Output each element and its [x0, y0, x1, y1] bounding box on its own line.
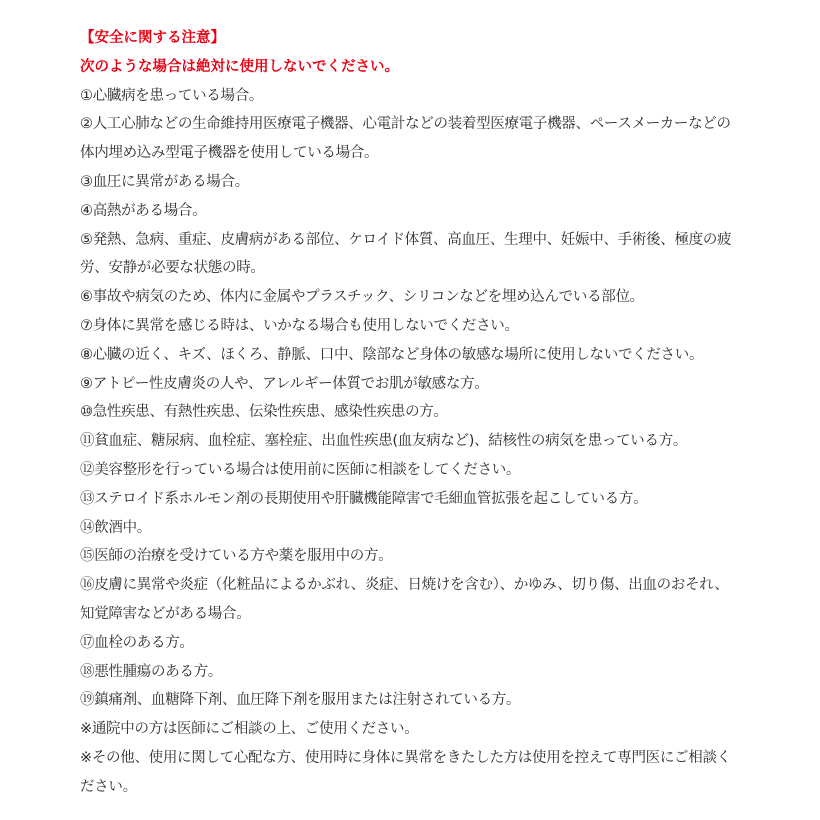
list-item: ⑩急性疾患、有熱性疾患、伝染性疾患、感染性疾患の方。 [80, 404, 448, 421]
list-item: ②人工心肺などの生命維持用医療電子機器、心電計などの装着型医療電子機器、ペースメーカーなどの体内埋め込み型電子機器を使用している場合。 [80, 116, 731, 162]
list-item: ⑥事故や病気のため、体内に金属やプラスチック、シリコンなどを埋め込んでいる部位。 [80, 289, 644, 306]
list-item: ⑰血栓のある方。 [80, 634, 194, 651]
note-item: ※その他、使用に関して心配な方、使用時に身体に異常をきたした方は使用を控えて専門医にご相談ください。 [80, 749, 731, 795]
list-item: ⑦身体に異常を感じる時は、いかなる場合も使用しないでください。 [80, 317, 519, 334]
list-item: ⑯皮膚に異常や炎症（化粧品によるかぶれ、炎症、日焼けを含む）、かゆみ、切り傷、出血のおそれ、知覚障害などがある場合。 [80, 577, 729, 622]
list-item: ⑤発熱、急病、重症、皮膚病がある部位、ケロイド体質、高血圧、生理中、妊娠中、手術後、極度の疲労、安静が必要な状態の時。 [80, 231, 732, 277]
warning-text: 次のような場合は絶対に使用しないでください。 [80, 58, 399, 75]
contraindication-list [80, 82, 740, 716]
list-item: ⑲鎮痛剤、血糖降下剤、血圧降下剤を服用または注射されている方。 [80, 692, 521, 709]
list-item: ⑫美容整形を行っている場合は使用前に医師に相談をしてください。 [80, 461, 521, 478]
notes-list [80, 715, 740, 801]
list-item: ⑮医師の治療を受けている方や薬を服用中の方。 [80, 548, 393, 565]
list-item: ④高熱がある場合。 [80, 202, 207, 219]
note-item: ※通院中の方は医師にご相談の上、ご使用ください。 [80, 721, 419, 738]
list-item: ⑪貧血症、糖尿病、血栓症、塞栓症、出血性疾患(血友病など)、結核性の病気を患っている方。 [80, 433, 688, 450]
list-item: ⑧心臓の近く、キズ、ほくろ、静脈、口中、陰部など身体の敏感な場所に使用しないでください。 [80, 346, 704, 363]
list-item: ⑬ステロイド系ホルモン剤の長期使用や肝臓機能障害で毛細血管拡張を起こしている方。 [80, 490, 648, 507]
list-item: ①心臓病を患っている場合。 [80, 87, 264, 104]
list-item: ③血圧に異常がある場合。 [80, 173, 249, 190]
safety-notice [80, 24, 740, 802]
list-item: ⑱悪性腫瘍のある方。 [80, 663, 222, 680]
list-item: ⑭飲酒中。 [80, 519, 151, 536]
list-item: ⑨アトピー性皮膚炎の人や、アレルギー体質でお肌が敏感な方。 [80, 375, 489, 392]
notice-heading: 【安全に関する注意】 [80, 30, 225, 46]
